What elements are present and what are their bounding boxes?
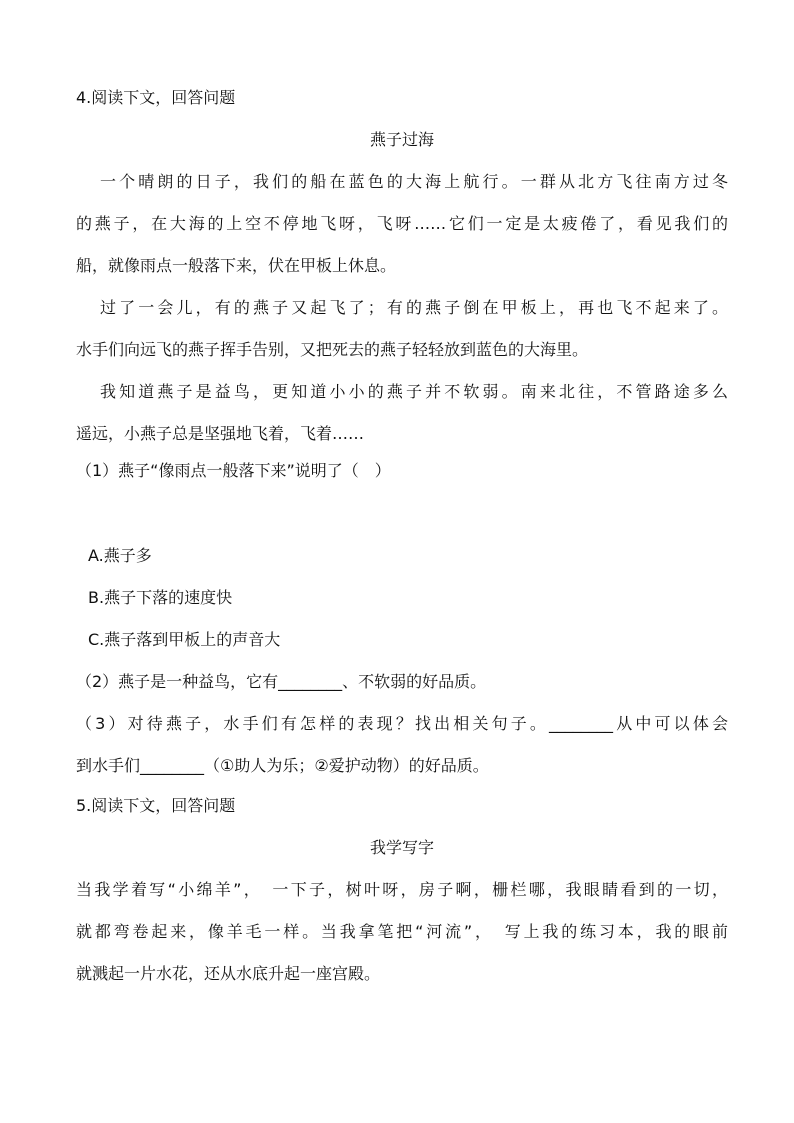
option-b: B.燕子下落的速度快 — [88, 588, 233, 607]
passage-paragraph-line: 遥远，小燕子总是坚强地飞着，飞着…… — [76, 424, 365, 443]
passage-paragraph-line: 过了一会儿，有的燕子又起飞了；有的燕子倒在甲板上，再也飞不起来了。 — [100, 298, 728, 317]
passage-paragraph-line: 的燕子，在大海的上空不停地飞呀，飞呀……它们一定是太疲倦了，看见我们的 — [76, 214, 728, 233]
option-c: C.燕子落到甲板上的声音大 — [88, 630, 281, 649]
sub-question-3-line: 到水手们________（①助人为乐；②爱护动物）的好品质。 — [76, 756, 489, 775]
option-a: A.燕子多 — [88, 546, 152, 565]
passage-title-yanzi-guohai: 燕子过海 — [369, 130, 434, 149]
passage-paragraph-line: 船，就像雨点一般落下来，伏在甲板上休息。 — [76, 256, 397, 275]
sub-question-2: （2）燕子是一种益鸟，它有________、不软弱的好品质。 — [76, 672, 487, 691]
passage-paragraph-line: 一个晴朗的日子，我们的船在蓝色的大海上航行。一群从北方飞往南方过冬 — [100, 172, 728, 191]
passage-paragraph-line: 水手们向远飞的燕子挥手告别，又把死去的燕子轻轻放到蓝色的大海里。 — [76, 340, 589, 359]
sub-question-1: （1）燕子“像雨点一般落下来”说明了（ ） — [76, 461, 391, 480]
question-5-heading: 5.阅读下文，回答问题 — [76, 796, 236, 815]
passage-paragraph-line: 就溅起一片水花，还从水底升起一座宫殿。 — [76, 964, 381, 983]
passage-paragraph-line: 就都弯卷起来，像羊毛一样。当我拿笔把“河流”， 写上我的练习本，我的眼前 — [76, 922, 728, 941]
passage-paragraph-line: 当我学着写“小绵羊”， 一下子，树叶呀，房子啊，栅栏哪，我眼睛看到的一切， — [76, 880, 728, 899]
question-4-heading: 4.阅读下文，回答问题 — [76, 88, 236, 107]
passage-paragraph-line: 我知道燕子是益鸟，更知道小小的燕子并不软弱。南来北往，不管路途多么 — [100, 382, 728, 401]
passage-title-wo-xue-xiezi: 我学写字 — [369, 838, 434, 857]
sub-question-3-line: （3）对待燕子，水手们有怎样的表现？找出相关句子。________从中可以体会 — [76, 714, 728, 733]
